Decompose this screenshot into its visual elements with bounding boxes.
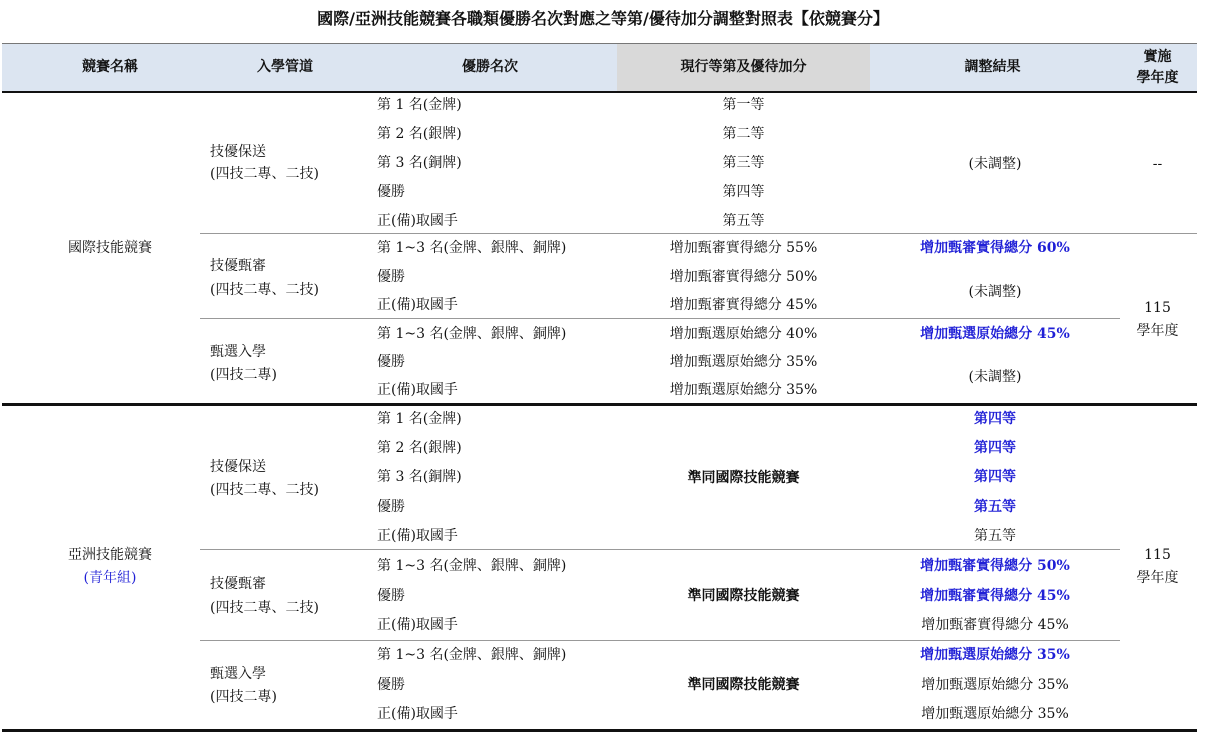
table-bottom-rule (2, 729, 1197, 732)
header-rule (2, 91, 1197, 93)
rank-item: 優勝 (377, 184, 405, 200)
same-as-international: 準同國際技能競賽 (687, 677, 800, 693)
channel-scope: (四技二專) (210, 689, 277, 705)
result-unchanged: (未調整) (968, 369, 1022, 385)
rank-item: 優勝 (377, 588, 405, 604)
result-unchanged: (未調整) (968, 284, 1022, 300)
year-label: 學年度 (1136, 570, 1179, 586)
channel-name: 技優保送 (210, 144, 266, 160)
channel-scope: (四技二專、二技) (210, 166, 319, 182)
rank-item: 正(備)取國手 (377, 706, 458, 722)
result-value: 增加甄審實得總分 45% (921, 617, 1069, 633)
current-value: 增加甄審實得總分 50% (669, 269, 818, 285)
competition-name-international: 國際技能競賽 (68, 240, 152, 256)
rank-item: 第 1~3 名(金牌、銀牌、銅牌) (377, 558, 567, 574)
channel-name: 甄選入學 (210, 666, 266, 682)
result-highlight: 第四等 (974, 469, 1016, 485)
year-value: -- (1152, 156, 1163, 172)
current-value: 第四等 (722, 184, 765, 200)
competition-name-asia: 亞洲技能競賽 (68, 547, 152, 563)
rank-item: 正(備)取國手 (377, 617, 458, 633)
rank-item: 優勝 (377, 354, 405, 370)
current-value: 增加甄選原始總分 35% (669, 382, 818, 398)
header-competition: 競賽名稱 (82, 59, 138, 75)
result-value: 增加甄選原始總分 35% (921, 677, 1069, 693)
rank-item: 優勝 (377, 499, 405, 515)
year-value: 115 (1144, 547, 1171, 563)
header-channel: 入學管道 (257, 59, 313, 75)
rank-item: 第 1 名(金牌) (377, 97, 462, 113)
result-highlight: 增加甄選原始總分 35% (920, 647, 1070, 663)
rank-item: 第 3 名(銅牌) (377, 155, 462, 171)
rank-item: 第 2 名(銀牌) (377, 126, 462, 142)
result-highlight: 增加甄選原始總分 45% (920, 326, 1070, 342)
result-value: 第五等 (974, 528, 1016, 544)
header-current: 現行等第及優待加分 (680, 59, 807, 75)
rank-item: 第 1~3 名(金牌、銀牌、銅牌) (377, 647, 567, 663)
rank-item: 第 2 名(銀牌) (377, 440, 462, 456)
rank-item: 第 3 名(銅牌) (377, 469, 462, 485)
rank-item: 正(備)取國手 (377, 213, 458, 229)
header-year-line1: 實施 (1143, 49, 1172, 65)
result-highlight: 增加甄審實得總分 50% (920, 558, 1070, 574)
year-label: 學年度 (1136, 323, 1179, 339)
rank-item: 第 1 名(金牌) (377, 411, 462, 427)
current-value: 增加甄選原始總分 35% (669, 354, 818, 370)
section-rule (2, 403, 1197, 406)
current-value: 第一等 (722, 97, 765, 113)
current-value: 增加甄選原始總分 40% (669, 326, 818, 342)
channel-name: 技優甄審 (210, 576, 266, 592)
result-highlight: 第四等 (974, 411, 1016, 427)
same-as-international: 準同國際技能競賽 (687, 470, 800, 486)
result-unchanged: (未調整) (968, 156, 1022, 172)
channel-scope: (四技二專、二技) (210, 600, 319, 616)
result-highlight: 第五等 (974, 499, 1016, 515)
channel-name: 甄選入學 (210, 344, 266, 360)
asia-divider-2 (200, 640, 1120, 641)
header-result: 調整結果 (964, 59, 1021, 75)
asia-divider-1 (200, 549, 1120, 550)
result-highlight: 增加甄審實得總分 45% (920, 588, 1070, 604)
rank-item: 正(備)取國手 (377, 528, 458, 544)
header-year-line2: 學年度 (1136, 70, 1179, 86)
rank-item: 正(備)取國手 (377, 297, 458, 313)
channel-scope: (四技二專) (210, 367, 277, 383)
channel-scope: (四技二專、二技) (210, 482, 319, 498)
channel-scope: (四技二專、二技) (210, 282, 319, 298)
channel-name: 技優甄審 (210, 258, 266, 274)
rank-item: 優勝 (377, 269, 405, 285)
current-value: 增加甄審實得總分 45% (669, 297, 818, 313)
intl-divider-2 (200, 318, 1120, 319)
result-highlight: 增加甄審實得總分 60% (920, 240, 1070, 256)
page-title: 國際/亞洲技能競賽各職類優勝名次對應之等第/優待加分調整對照表【依競賽分】 (317, 9, 889, 28)
rank-item: 優勝 (377, 677, 405, 693)
current-value: 第二等 (722, 126, 765, 142)
year-value: 115 (1144, 300, 1171, 316)
rank-item: 第 1~3 名(金牌、銀牌、銅牌) (377, 326, 567, 342)
current-value: 第五等 (722, 213, 765, 229)
rank-item: 正(備)取國手 (377, 382, 458, 398)
channel-name: 技優保送 (210, 459, 266, 475)
intl-divider-1 (200, 233, 1197, 234)
current-value: 增加甄審實得總分 55% (669, 240, 818, 256)
same-as-international: 準同國際技能競賽 (687, 588, 800, 604)
result-highlight: 第四等 (974, 440, 1016, 456)
rank-item: 第 1~3 名(金牌、銀牌、銅牌) (377, 240, 567, 256)
result-value: 增加甄選原始總分 35% (921, 706, 1069, 722)
competition-subtitle-youth: (青年組) (83, 570, 137, 586)
header-rank: 優勝名次 (462, 59, 518, 75)
current-value: 第三等 (722, 155, 765, 171)
